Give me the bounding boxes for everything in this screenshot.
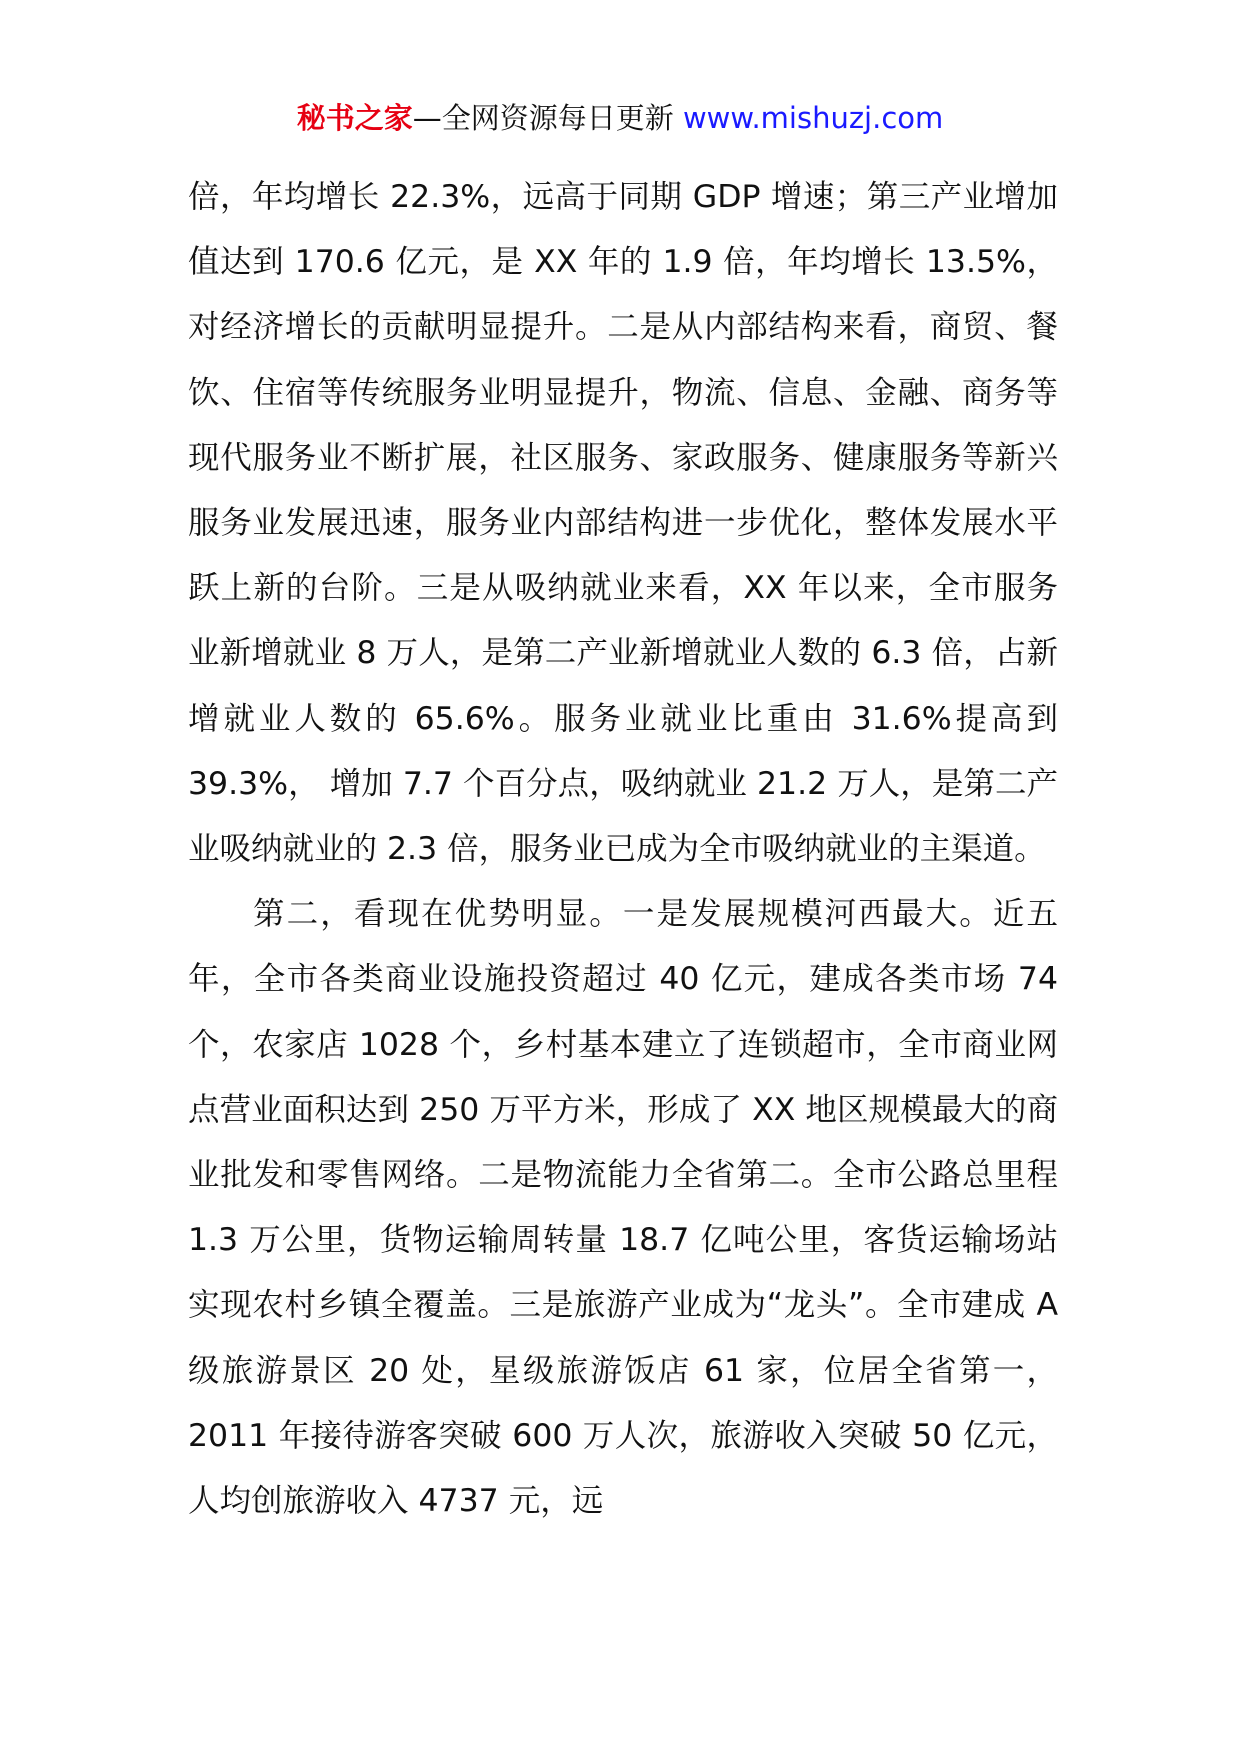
page-header xyxy=(0,98,1240,138)
document-body xyxy=(188,165,1058,1534)
header-tagline: —全网资源每日更新 xyxy=(412,101,683,135)
paragraph-2: 第二，看现在优势明显。一是发展规模河西最大。近五年，全市各类商业设施投资超过 40 亿元，建成各类市场 74 个，农家店 1028 个，乡村基本建立了连锁超市，全市商业网点营业面积达到 250 万平方米，形成了 XX 地区规模最大的商业批发和零售网络。二是物流能力全省第二。全市公路总里程 1.3 万公里，货物运输周转量 18.7 亿吨公里，客货运输场站实现农村乡镇全覆盖。三是旅游产业成为“龙头”。全市建成 A 级旅游景区 20 处，星级旅游饭店 61 家，位居全省第一，2011 年接待游客突破 600 万人次，旅游收入突破 50 亿元，人均创旅游收入 4737 元，远 xyxy=(188,896,1058,1520)
header-url-link[interactable]: www.mishuzj.com xyxy=(682,101,944,135)
header-brand: 秘书之家 xyxy=(296,101,413,135)
paragraph-1: 倍，年均增长 22.3%，远高于同期 GDP 增速；第三产业增加值达到 170.6 亿元，是 XX 年的 1.9 倍，年均增长 13.5%，对经济增长的贡献明显提升。二是从内部结构来看，商贸、餐饮、住宿等传统服务业明显提升，物流、信息、金融、商务等现代服务业不断扩展，社区服务、家政服务、健康服务等新兴服务业发展迅速，服务业内部结构进一步优化，整体发展水平跃上新的台阶。三是从吸纳就业来看，XX 年以来，全市服务业新增就业 8 万人，是第二产业新增就业人数的 6.3 倍，占新增就业人数的 65.6%。服务业就业比重由 31.6%提高到 39.3%， 增加 7.7 个百分点，吸纳就业 21.2 万人，是第二产业吸纳就业的 2.3 倍，服务业已成为全市吸纳就业的主渠道。 xyxy=(188,179,1058,868)
